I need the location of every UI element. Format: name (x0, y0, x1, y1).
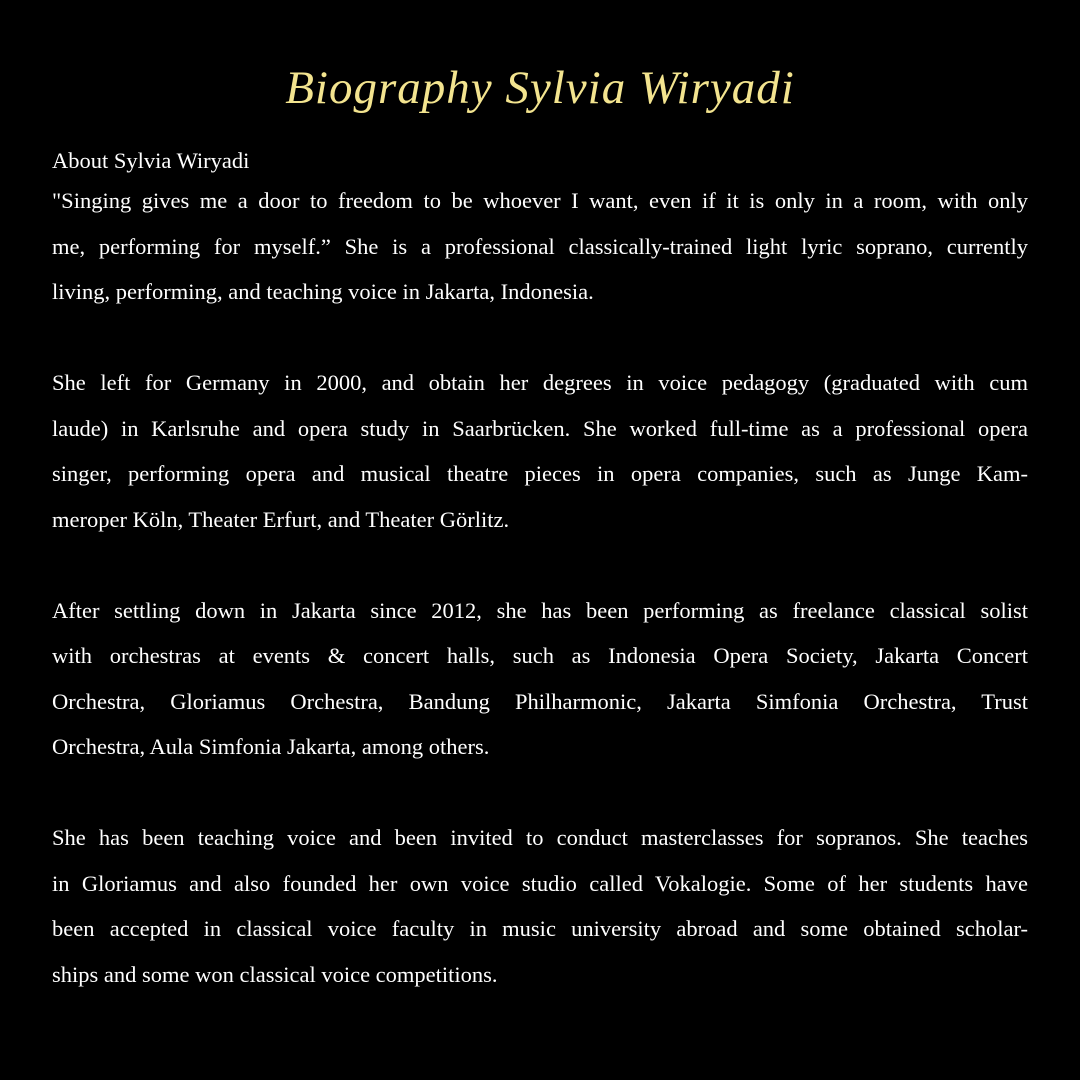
text-line: living, performing, and teaching voice in Jakarta, Indonesia. (52, 279, 594, 304)
biography-body (52, 144, 1028, 997)
paragraph-jakarta-performances (52, 588, 1028, 770)
text-line: She left for Germany in 2000, and obtain her degrees in voice pedagogy (graduated with cum (52, 370, 1028, 395)
paragraph-germany (52, 360, 1028, 542)
text-line: with orchestras at events & concert halls, such as Indonesia Opera Society, Jakarta Concert (52, 643, 1028, 668)
text-line: Orchestra, Gloriamus Orchestra, Bandung Philharmonic, Jakarta Simfonia Orchestra, Trust (52, 688, 1028, 714)
paragraph-teaching (52, 815, 1028, 997)
text-line: laude) in Karlsruhe and opera study in Saarbrücken. She worked full-time as a professional opera (52, 415, 1028, 441)
paragraph-intro-quote (52, 178, 1028, 315)
text-line: "Singing gives me a door to freedom to be whoever I want, even if it is only in a room, with only (52, 188, 1028, 213)
text-line: After settling down in Jakarta since 2012, she has been performing as freelance classical solist (52, 597, 1028, 623)
page-title: Biography Sylvia Wiryadi (285, 62, 795, 114)
text-line: She has been teaching voice and been invited to conduct masterclasses for sopranos. She teaches (52, 825, 1028, 850)
about-heading: About Sylvia Wiryadi (52, 148, 250, 173)
text-line: Orchestra, Aula Simfonia Jakarta, among others. (52, 734, 490, 759)
text-line: me, performing for myself.” She is a professional classically-trained light lyric soprano, currently (52, 233, 1028, 259)
text-line: meroper Köln, Theater Erfurt, and Theater Görlitz. (52, 506, 510, 532)
text-line: ships and some won classical voice competitions. (52, 961, 498, 987)
text-line: been accepted in classical voice faculty in music university abroad and some obtained scholar- (52, 916, 1028, 941)
text-line: singer, performing opera and musical theatre pieces in opera companies, such as Junge Kam- (52, 461, 1028, 486)
text-line: in Gloriamus and also founded her own voice studio called Vokalogie. Some of her students have (52, 870, 1028, 896)
